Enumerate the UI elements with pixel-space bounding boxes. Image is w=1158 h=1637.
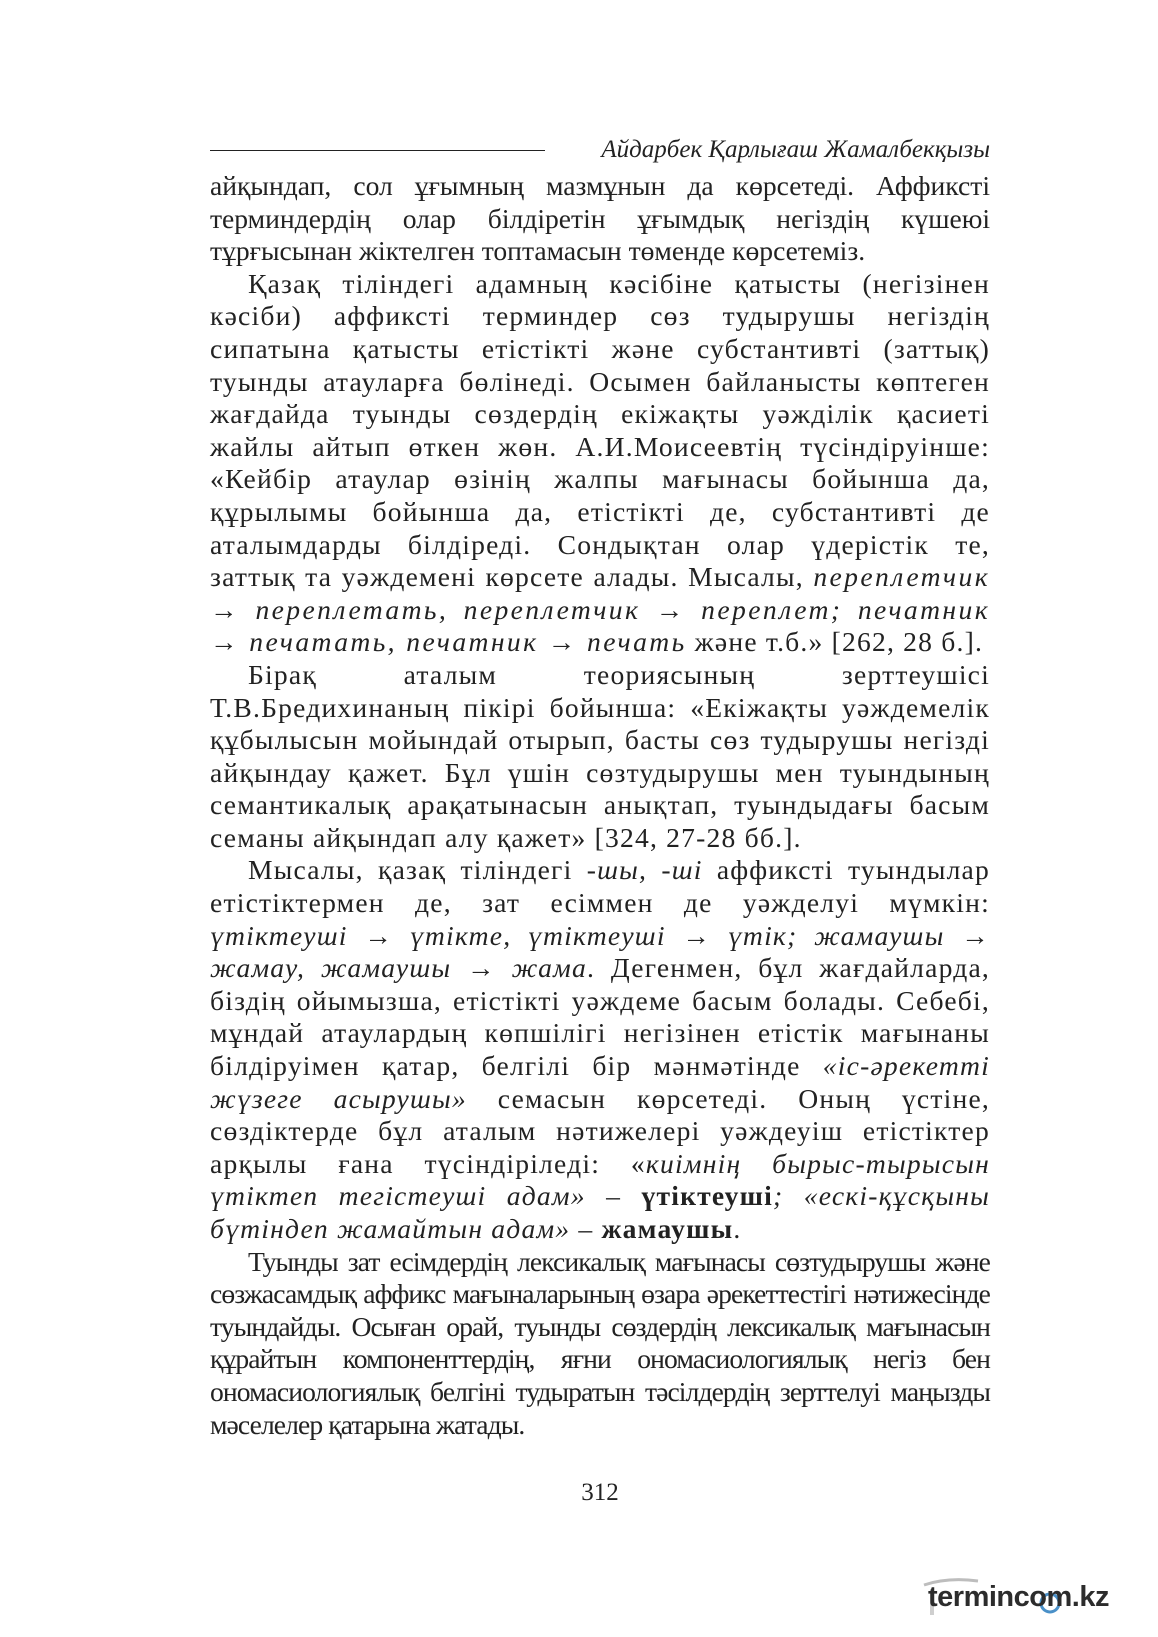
paragraph-4-dash-2: –: [570, 1213, 602, 1244]
paragraph-4-definition-2: ; «ескі-құсқыны бүтіндеп жамайтын адам»: [210, 1180, 990, 1244]
paragraph-4-text-d: семасын көрсетеді. Оның үстіне, сөздіктерде бұл аталым нәтижелері уәждеуіш етістіктер арқылы ғана түсіндіріледі: «: [210, 1082, 990, 1179]
paragraph-3: Бірақ аталым теориясының зерттеушісі Т.В.Бредихинаның пікірі бойынша: «Екіжақты уәждемелік құбылысын мойындай отырып, басты сөз тудырушы негізді айқындау қажет. Бұл үшін сөзтудырушы мен туындының семантикалық арақатынасын анықтап, туындыдағы басым семаны айқындап алу қажет» [324, 27-28 бб.].: [210, 658, 990, 853]
running-header: [210, 133, 990, 167]
paragraph-2-examples: переплетчик → переплетать, переплетчик → переплет; печатник → печатать, печатник → печать: [210, 561, 990, 658]
page-number: 312: [581, 1479, 619, 1506]
paragraph-4-dash-1: –: [585, 1180, 642, 1212]
paragraph-1: айқындап, сол ұғымның мазмұнын да көрсетеді. Аффиксті терминдердің олар білдіретін ұғымдық негіздің күшеюі тұрғысынан жіктелген топтамасын төменде көрсетеміз.: [210, 170, 990, 267]
header-rule: [210, 150, 545, 151]
paragraph-4-quote: «іс-әрекетті жүзеге асырушы»: [210, 1050, 990, 1114]
paragraph-4-term-1: үтіктеуші: [641, 1180, 774, 1212]
paragraph-2-citation: және т.б.» [262, 28 б.].: [686, 626, 984, 658]
paragraph-4: [210, 854, 990, 1245]
paragraph-2-text: Қазақ тіліндегі адамның кәсібіне қатысты (негізінен кәсіби) аффиксті терминдер сөз тудырушы негіздің сипатына қатысты етістікті және субстантивті (заттық) туынды атауларға бөлінеді. Осымен байланысты көптеген жағдайда туынды сөздердің екіжақты уәжділік қасиеті жайлы айтып өткен жөн. А.И.Моисеевтің түсіндіруінше: «Кейбір атаулар өзінің жалпы мағынасы бойынша да, құрылымы бойынша да, етістікті де, субстантивті де аталымдарды білдіреді. Сондықтан олар үдерістік те, заттық та уәждемені көрсете алады. Мысалы,: [210, 267, 990, 593]
main-text: [210, 170, 990, 1441]
paragraph-4-term-2: жамаушы: [601, 1213, 734, 1244]
watermark-text: termincom.kz: [928, 1581, 1109, 1613]
paragraph-2: [210, 268, 990, 659]
paragraph-4-text-a: Мысалы, қазақ тіліндегі: [248, 854, 587, 886]
paragraph-4-end: .: [733, 1213, 742, 1244]
paragraph-4-text-c: . Дегенмен, бұл жағдайларда, біздің ойымызша, етістікті уәждеме басым болады. Себебі, мұндай атаулардың көпшілігі негізінен етістік мағынаны білдіруімен қатар, белгілі бір мәнмәтінде: [210, 952, 990, 1082]
watermark: [918, 1575, 1132, 1623]
paragraph-4-definition-1: киімнің бырыс-тырысын үтіктеп тегістеуші адам»: [210, 1147, 990, 1212]
paragraph-5: Туынды зат есімдердің лексикалық мағынасы сөзтудырушы және сөзжасамдық аффикс мағыналарының өзара әрекеттестігі нәтижесінде туындайды. Осыған орай, туынды сөздердің лексикалық мағынасын құрайтын компоненттердің, яғни ономасиологиялық негіз бен ономасиологиялық белгіні тудыратын тәсілдердің зерттелуі маңызды мәселелер қатарына жатады.: [210, 1245, 990, 1440]
paragraph-4-text-b: аффиксті туындылар етістіктермен де, зат есіммен де уәжделуі мүмкін:: [210, 854, 990, 919]
paragraph-4-examples: үтіктеуші → үтікте, үтіктеуші → үтік; жамаушы → жамау, жамаушы → жама: [210, 919, 990, 984]
paragraph-4-suffix: -шы, -ші: [586, 854, 703, 886]
header-author: Айдарбек Қарлығаш Жамалбекқызы: [601, 136, 990, 163]
